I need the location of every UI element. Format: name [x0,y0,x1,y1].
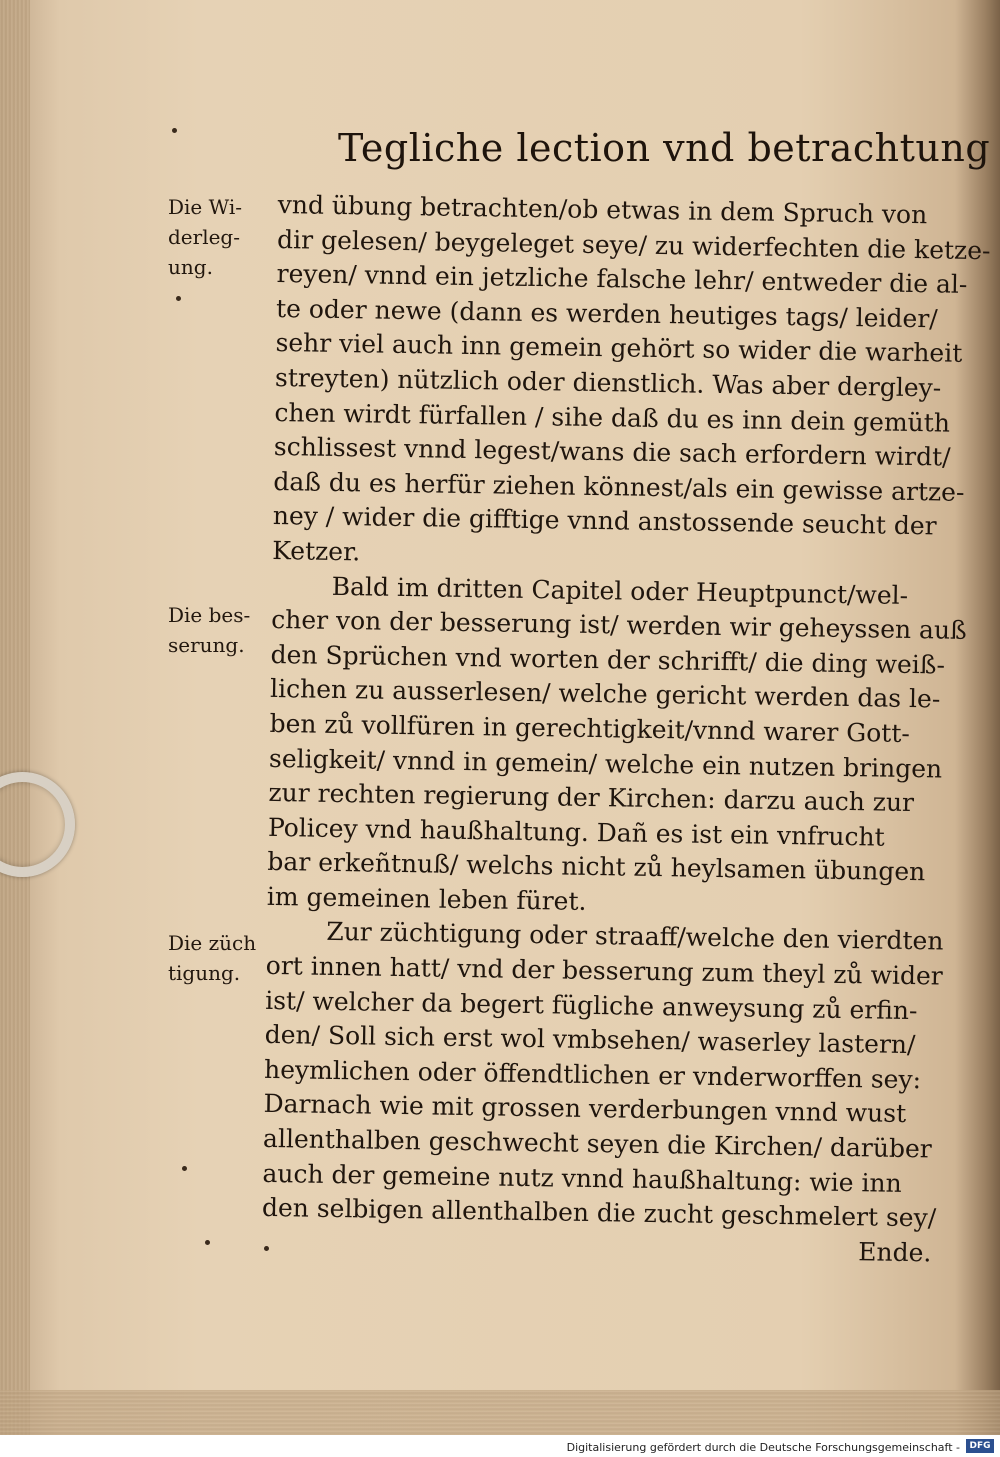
page-edge-bottom [0,1390,1000,1435]
marginal-note-widerlegung [168,192,270,282]
dfg-logo: DFG [966,1439,994,1453]
text-line: zur rechten regierung der Kirchen: darzu auch zur [268,778,915,818]
text-line: allenthalben geschwecht seyen die Kirchen/ darüber [262,1123,932,1164]
text-line: cher von der besserung ist/ werden wir geheyssen auß [270,605,967,645]
text-line: Bald im dritten Capitel oder Heuptpunct/wel- [331,571,909,610]
marginal-line: tigung. [168,961,241,985]
text-line: chen wirdt fürfallen / sihe daß du es inn dein gemüth [274,397,951,438]
text-line: ney / wider die gifftige vnnd anstossende seucht der [272,501,937,541]
marginal-line: Die Wi- [168,195,242,219]
text-line: bar erkeñtnuß/ welchs nicht zů heylsamen übungen [267,847,926,887]
text-line: ist/ welcher da begert fügliche anweysung zů erfin- [265,985,918,1025]
page-edge-left [0,0,30,1457]
text-line: Darnach wie mit grossen verderbungen vnnd wust [263,1089,907,1129]
text-line: streyten) nützlich oder dienstlich. Was aber dergley- [274,362,942,403]
footer-bar [0,1435,1000,1457]
text-line: reyen/ vnnd ein jetzliche falsche lehr/ entweder die al- [276,259,968,300]
footer-credit: Digitalisierung gefördert durch die Deutsche Forschungsgemeinschaft - [566,1441,960,1454]
text-line: den selbigen allenthalben die zucht geschmelert sey/ [261,1193,937,1233]
text-line: den Sprüchen vnd worten der schrifft/ die ding weiß- [270,639,946,680]
marginal-line: derleg- [168,225,240,249]
running-head: Tegliche lection vnd betrachtung [338,126,991,170]
text-line: te oder newe (dann es werden heutiges tags/ leider/ [275,293,938,334]
text-line: den/ Soll sich erst wol vmbsehen/ waserley lastern/ [264,1020,916,1060]
text-line: lichen zu ausserlesen/ welche gericht werden das le- [269,674,941,714]
text-line: im gemeinen leben füret. [266,881,587,916]
text-line: heymlichen oder öffendtlichen er vnderworffen sey: [263,1054,922,1095]
text-line: ben zů vollfüren in gerechtigkeit/vnnd warer Gott- [269,708,911,748]
body-text [261,188,991,1271]
text-line: ort innen hatt/ vnd der besserung zum theyl zů wider [265,950,943,991]
text-line: sehr viel auch inn gemein gehört so wider die warheit [275,328,963,369]
marginal-note-besserung [168,600,270,660]
text-line: Zur züchtigung oder straaff/welche den vierdten [326,917,944,957]
marginal-note-zuechtigung [168,928,270,988]
ink-speck [264,1246,269,1251]
marginal-line: serung. [168,633,245,657]
catchword: Ende. [858,1237,932,1268]
text-line: dir gelesen/ beygeleget seye/ zu widerfechten die ketze- [276,224,991,265]
paper-clip [0,772,75,877]
ink-speck [205,1240,210,1245]
marginal-line: Die züch [168,931,257,955]
text-line: auch der gemeine nutz vnnd haußhaltung: wie inn [262,1158,902,1198]
ink-speck [182,1166,187,1171]
text-line: daß du es herfür ziehen könnest/als ein gewisse artze- [273,466,965,507]
ink-speck [176,296,181,301]
ink-speck [172,128,177,133]
text-line: schlissest vnnd legest/wans die sach erfordern wirdt/ [273,432,951,472]
text-line: Policey vnd haußhaltung. Dañ es ist ein vnfrucht [267,812,885,852]
text-line: Ketzer. [272,535,361,567]
text-line: seligkeit/ vnnd in gemein/ welche ein nutzen bringen [268,743,943,784]
text-line: vnd übung betrachten/ob etwas in dem Spruch von [277,189,928,230]
marginal-line: Die bes- [168,603,251,627]
marginal-line: ung. [168,255,213,279]
